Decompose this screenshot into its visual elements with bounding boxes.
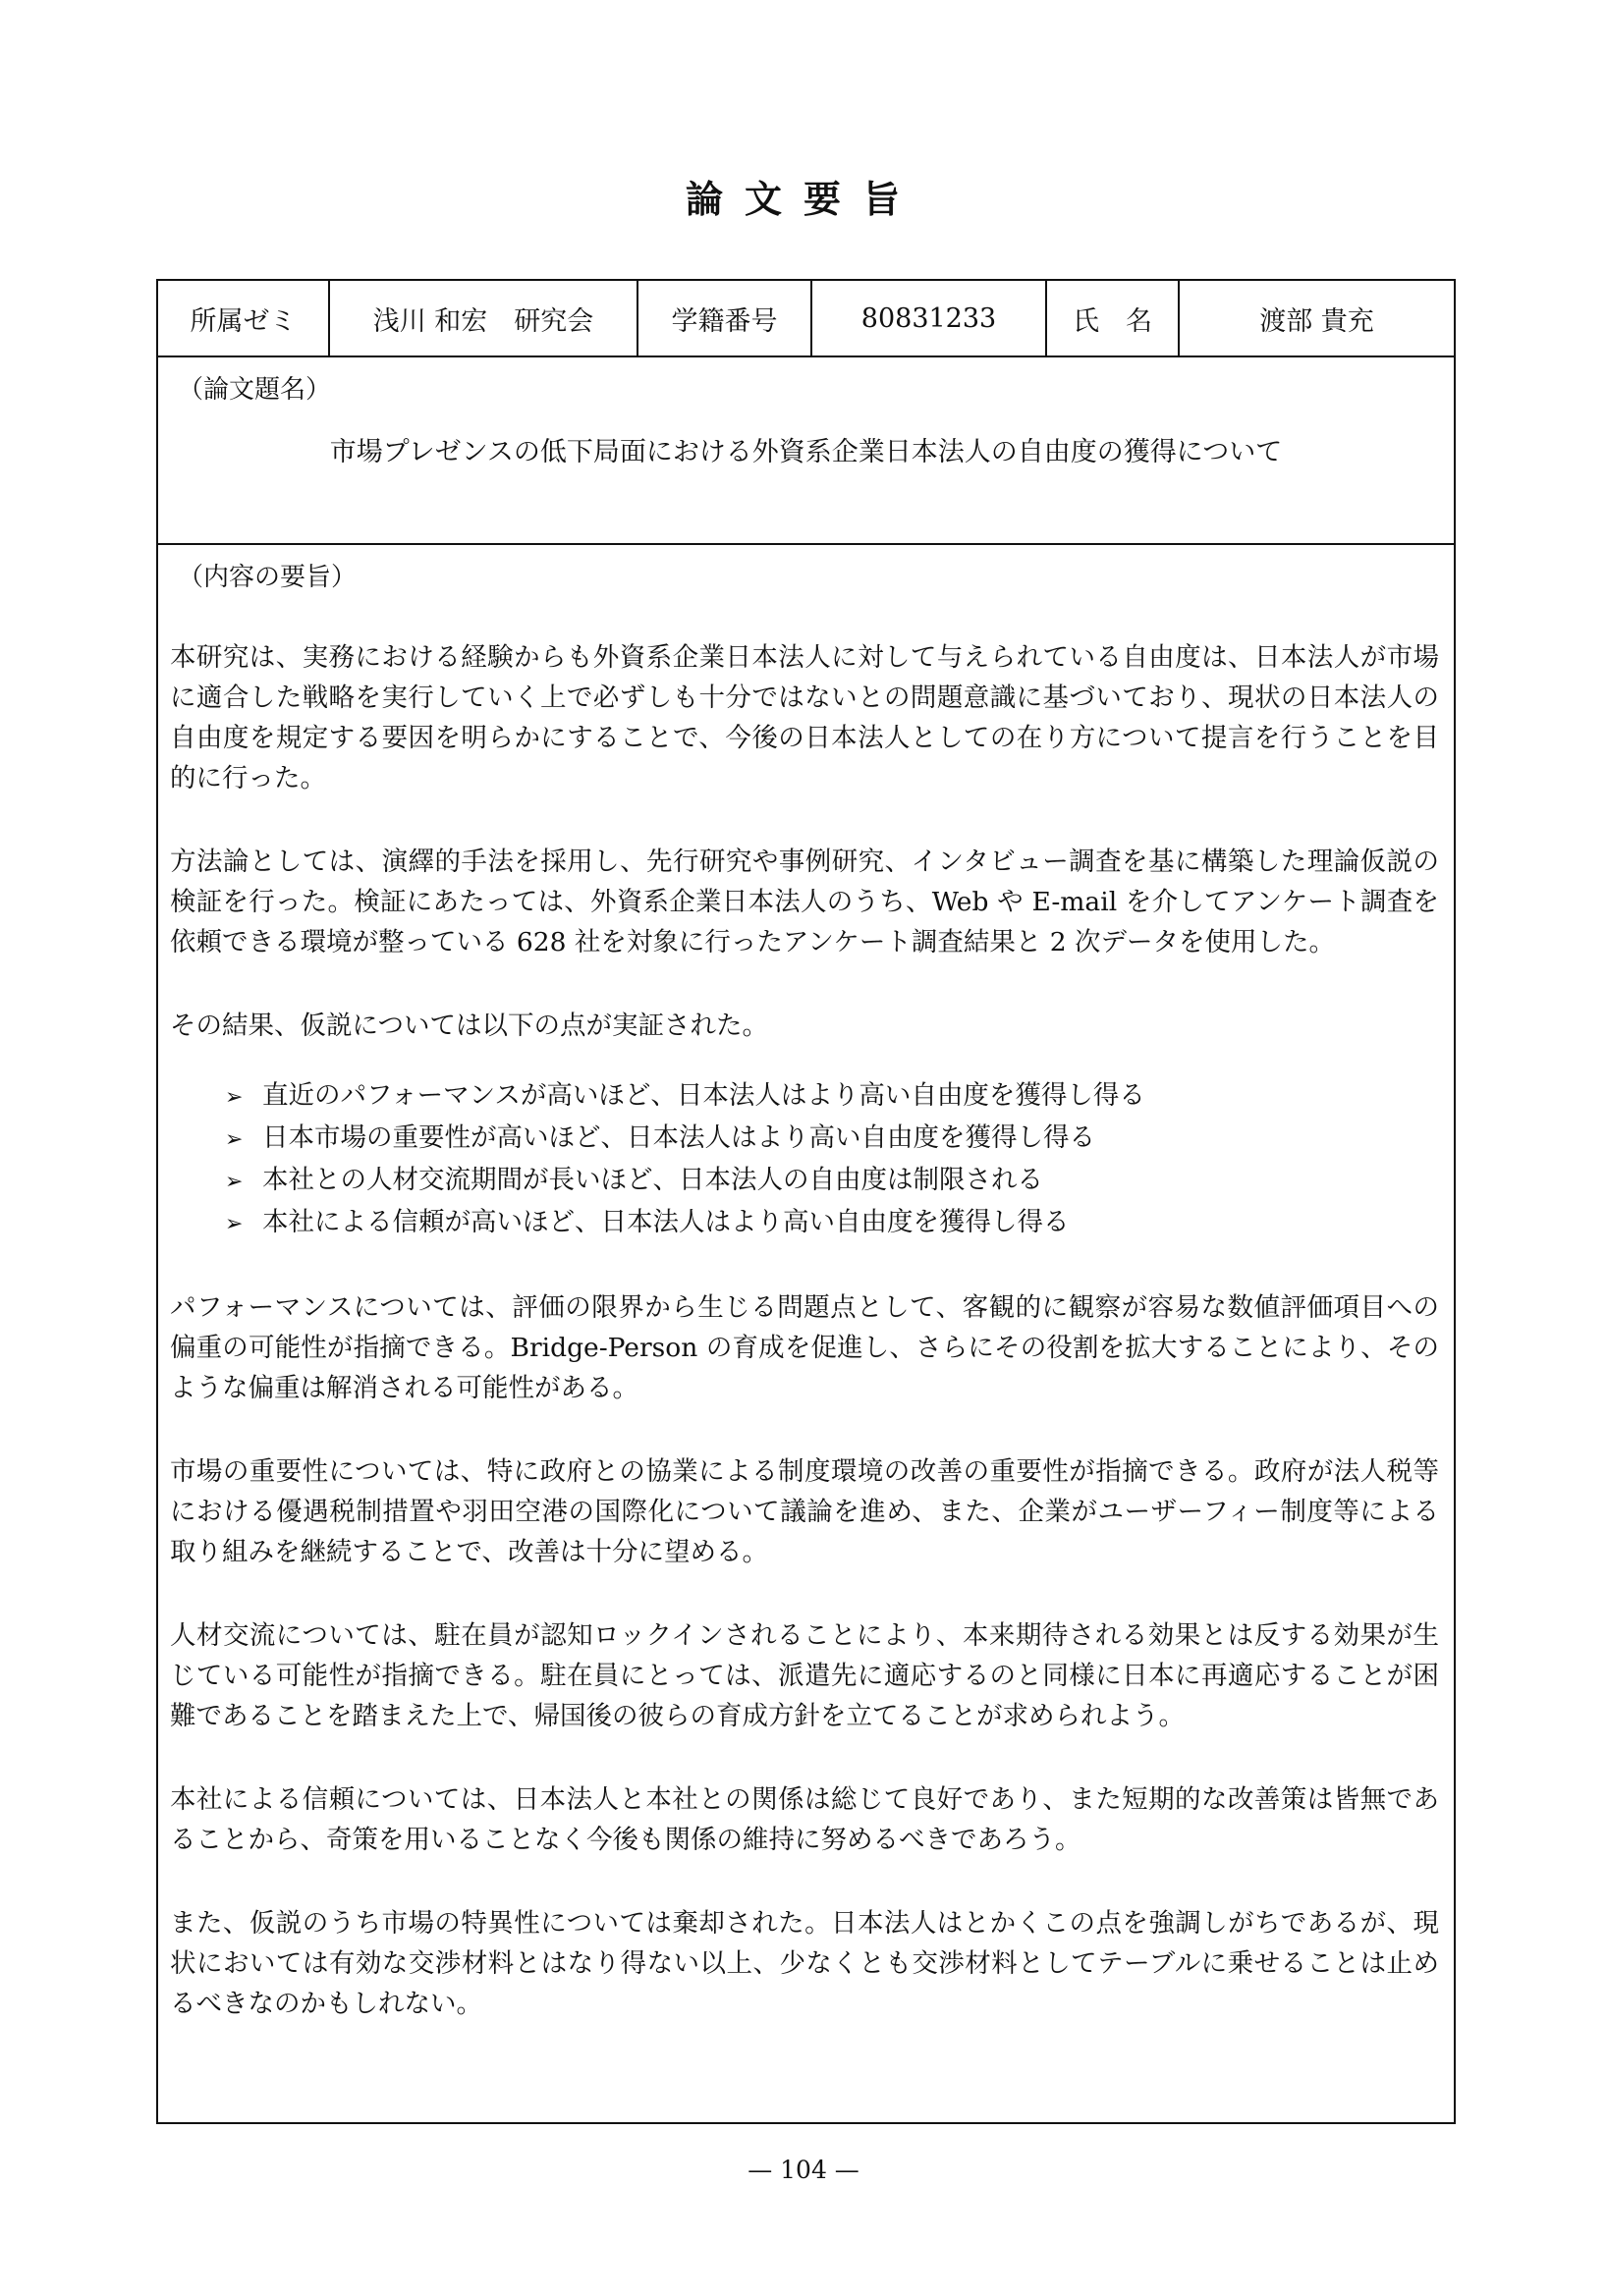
page-number: — 104 — [748,2156,859,2184]
list-item-text: 本社による信頼が高いほど、日本法人はより高い自由度を獲得し得る [262,1207,1070,1237]
header-row [158,281,1454,357]
arrow-bullet-icon: ➢ [225,1127,244,1152]
paragraph: 人材交流については、駐在員が認知ロックインされることにより、本来期待される効果とは反する効果が生じている可能性が指摘できる。駐在員にとっては、派遣先に適応するのと同様に日本に再適応することが困難であることを踏まえた上で、帰国後の彼らの育成方針を立てることが求められよう。 [170,1620,1439,1731]
list-item [225,1118,1439,1160]
results-list [170,1075,1439,1244]
paragraph: 市場の重要性については、特に政府との協業による制度環境の改善の重要性が指摘できる。政府が法人税等における優遇税制措置や羽田空港の国際化について議論を進め、また、企業がユーザーフィー制度等による取り組みを継続することで、改善は十分に望める。 [170,1456,1439,1567]
student-id-label: 学籍番号 [638,281,812,355]
arrow-bullet-icon: ➢ [225,1212,244,1236]
list-item [225,1202,1439,1244]
list-item [225,1075,1439,1118]
name-label: 氏 名 [1047,281,1180,355]
arrow-bullet-icon: ➢ [225,1170,244,1194]
subject-title: 市場プレゼンスの低下局面における外資系企業日本法人の自由度の獲得について [329,437,1283,467]
subject-label: （論文題名） [178,375,332,405]
subject-section [158,355,1454,545]
paragraph: 方法論としては、演繹的手法を採用し、先行研究や事例研究、インタビュー調査を基に構築した理論仮説の検証を行った。検証にあたっては、外資系企業日本法人のうち、Web や E-mail を介してアンケート調査を依頼できる環境が整っている 628 社を対象に行ったアンケート調査結果と 2 次データを使用した。 [170,847,1439,957]
list-item-text: 本社との人材交流期間が長いほど、日本法人の自由度は制限される [262,1165,1043,1195]
list-item-text: 日本市場の重要性が高いほど、日本法人はより高い自由度を獲得し得る [262,1122,1095,1153]
list-item-text: 直近のパフォーマンスが高いほど、日本法人はより高い自由度を獲得し得る [262,1080,1145,1111]
abstract-form [156,279,1456,2124]
content-body [170,637,1439,2067]
page-title: 論文要旨 [685,177,921,221]
paragraph: 本社による信頼については、日本法人と本社との関係は総じて良好であり、また短期的な改善策は皆無であることから、奇策を用いることなく今後も関係の維持に努めるべきであろう。 [170,1784,1439,1855]
list-item [225,1160,1439,1202]
name-value: 渡部 貴充 [1259,305,1374,337]
paragraph: また、仮説のうち市場の特異性については棄却された。日本法人はとかくこの点を強調しがちであるが、現状においては有効な交渉材料とはなり得ない以上、少なくとも交渉材料としてテーブルに乗せることは止めるべきなのかもしれない。 [170,1908,1439,2019]
paragraph: その結果、仮説については以下の点が実証された。 [170,1011,768,1041]
content-section [158,543,1454,2122]
student-id-value: 80831233 [812,281,1047,355]
paragraph: パフォーマンスについては、評価の限界から生じる問題点として、客観的に観察が容易な数値評価項目への偏重の可能性が指摘できる。Bridge-Person の育成を促進し、さらにその役割を拡大することにより、そのような偏重は解消される可能性がある。 [170,1292,1439,1403]
paragraph: 本研究は、実務における経験からも外資系企業日本法人に対して与えられている自由度は、日本法人が市場に適合した戦略を実行していく上で必ずしも十分ではないとの問題意識に基づいており、現状の日本法人の自由度を規定する要因を明らかにすることで、今後の日本法人としての在り方について提言を行うことを目的に行った。 [170,642,1439,793]
arrow-bullet-icon: ➢ [225,1085,244,1110]
seminar-value: 浅川 和宏 研究会 [330,281,638,355]
content-label: （内容の要旨） [178,563,358,592]
seminar-label: 所属ゼミ [158,281,330,355]
